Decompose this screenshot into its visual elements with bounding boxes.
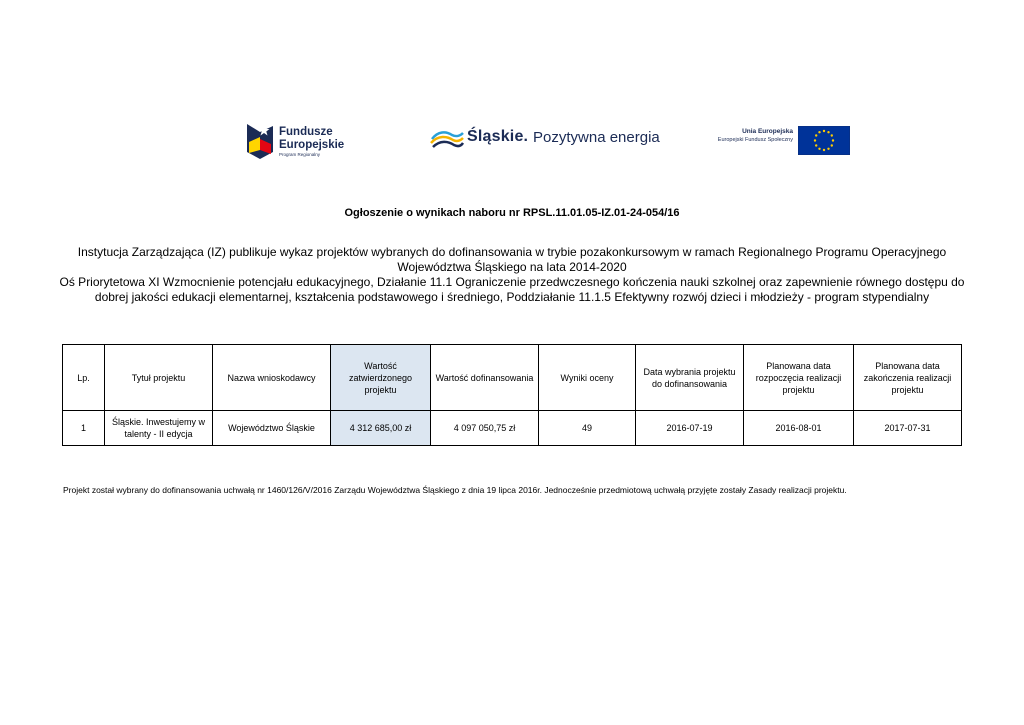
announcement-intro [40,245,984,305]
cell-selection-date: 2016-07-19 [636,411,744,446]
ue-logo-line1: Unia Europejska [742,128,793,135]
intro-line-3: Oś Priorytetowa XI Wzmocnienie potencjału edukacyjnego, Działanie 11.1 Ograniczenie przedwczesnego kończenia nauki szkolnej oraz zapewnienie równego dostępu do [59,275,965,289]
header-planned-start-date: Planowana data rozpoczęcia realizacji projektu [744,345,854,411]
cell-project-title: Śląskie. Inwestujemy w talenty - II edycja [105,411,213,446]
fe-logo-line2: Europejskie [279,138,345,151]
intro-line-4: dobrej jakości edukacji elementarnej, kształcenia podstawowego i średniego, Poddziałanie 11.1.5 Efektywny rozwój dzieci i młodzieży - program stypendialny [94,290,930,304]
cell-funding-value: 4 097 050,75 zł [431,411,539,446]
cell-evaluation-score: 49 [539,411,636,446]
cell-planned-end-date: 2017-07-31 [854,411,962,446]
slaskie-logo-slogan: Pozytywna energia [533,129,660,146]
header-planned-end-date: Planowana data zakończenia realizacji projektu [854,345,962,411]
header-evaluation-score: Wyniki oceny [539,345,636,411]
unia-europejska-logo [695,126,855,156]
ue-logo-line2: Europejski Fundusz Społeczny [717,136,793,143]
header-lp: Lp. [63,345,105,411]
table-row [63,411,962,446]
cell-planned-start-date: 2016-08-01 [744,411,854,446]
eu-flag-icon [798,126,850,155]
cell-lp: 1 [63,411,105,446]
header-funding-value: Wartość dofinansowania [431,345,539,411]
fe-logo-line1: Fundusze [279,126,333,138]
fundusze-europejskie-logo [246,122,366,160]
announcement-title: Ogłoszenie o wynikach naboru nr RPSL.11.01.05-IZ.01-24-054/16 [344,207,680,219]
slaskie-logo [430,127,675,155]
slaskie-swirl-icon [430,127,464,151]
table-header-row [63,345,962,411]
header-selection-date: Data wybrania projektu do dofinansowania [636,345,744,411]
header-applicant-name: Nazwa wnioskodawcy [213,345,331,411]
cell-approved-value: 4 312 685,00 zł [331,411,431,446]
fe-star-flag-icon [246,122,274,160]
footnote: Projekt został wybrany do dofinansowania uchwałą nr 1460/126/V/2016 Zarządu Województwa Śląskiego z dnia 19 lipca 2016r. Jednocześnie przedmiotową uchwałą przyjęte zostały Zasady realizacji projektu. [63,485,847,495]
header-approved-value: Wartość zatwierdzonego projektu [331,345,431,411]
slaskie-logo-name: Śląskie. [467,128,529,145]
intro-line-2: Województwa Śląskiego na lata 2014-2020 [397,260,627,274]
cell-applicant-name: Województwo Śląskie [213,411,331,446]
intro-line-1: Instytucja Zarządzająca (IZ) publikuje wykaz projektów wybranych do dofinansowania w trybie pozakonkursowym w ramach Regionalnego Programu Operacyjnego [77,245,947,259]
header-project-title: Tytuł projektu [105,345,213,411]
fe-logo-line3: Program Regionalny [279,152,321,157]
results-table [62,344,962,446]
